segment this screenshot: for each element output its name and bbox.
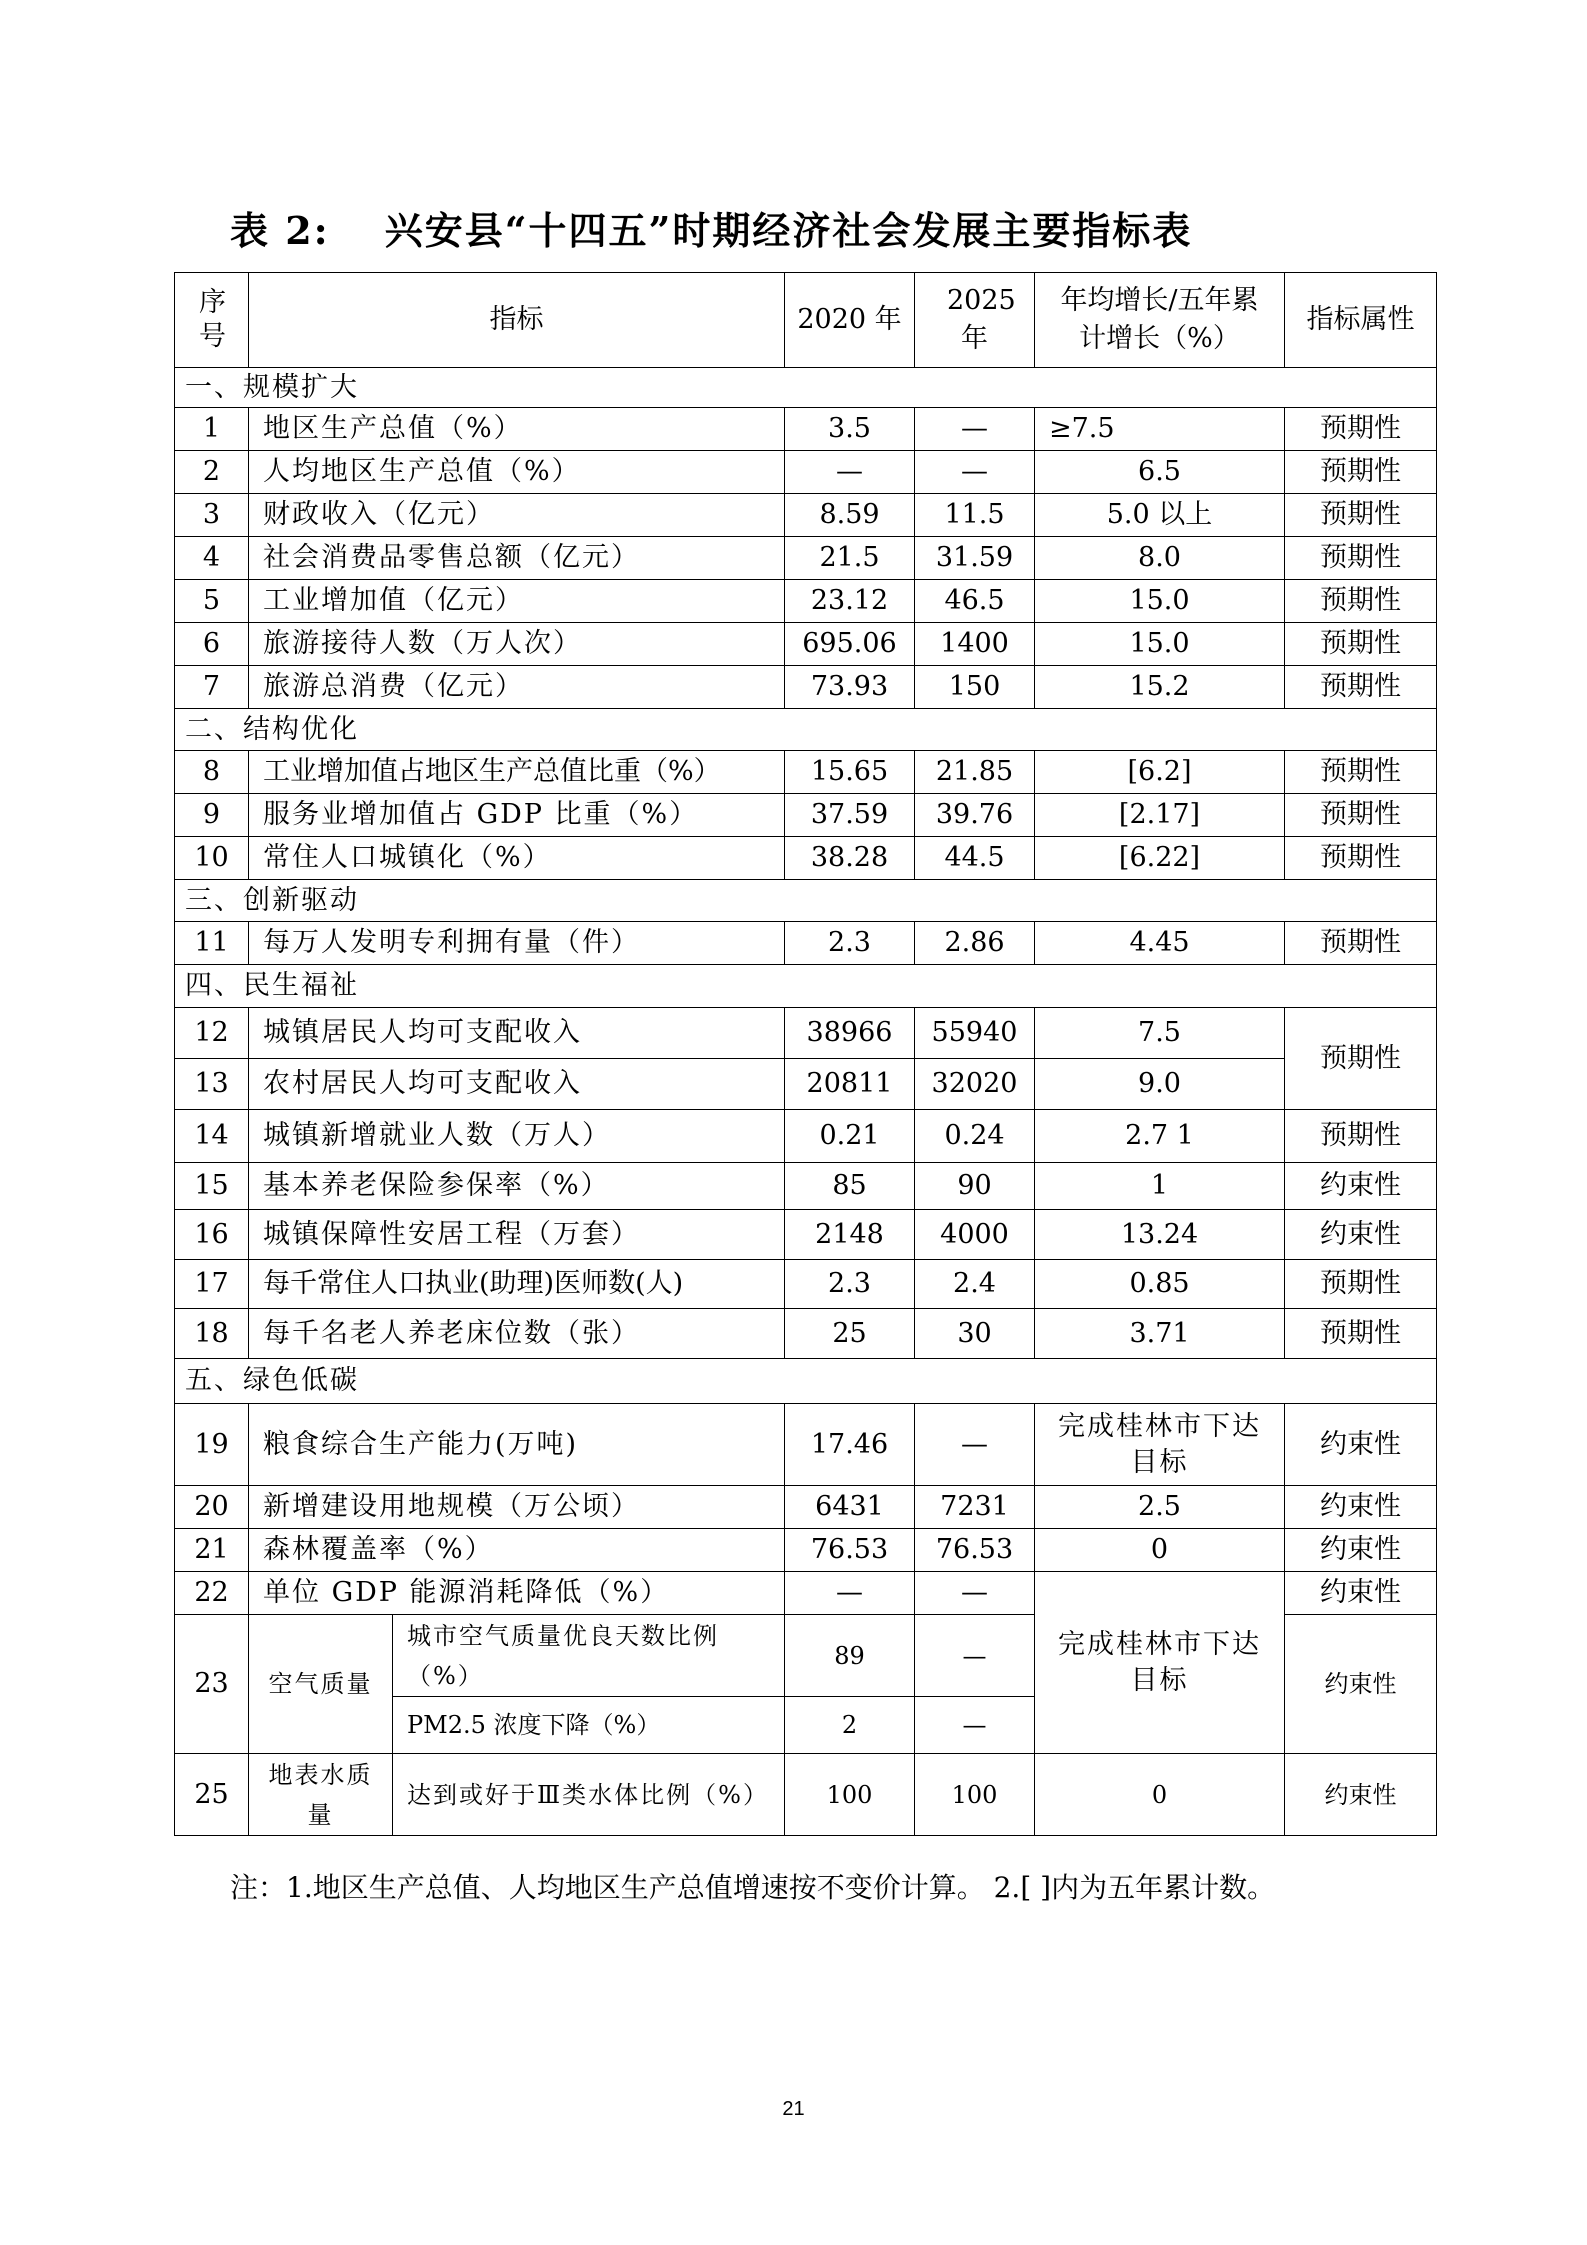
row-2020: 89 (785, 1615, 915, 1697)
row-growth: [2.17] (1035, 794, 1285, 837)
row-no: 2 (175, 451, 249, 494)
row-2020: — (785, 451, 915, 494)
row-2025: — (915, 1404, 1035, 1486)
row-no: 21 (175, 1529, 249, 1572)
row-attribute: 预期性 (1285, 1260, 1437, 1309)
row-indicator: 城镇保障性安居工程（万套） (249, 1210, 785, 1260)
row-2020: 695.06 (785, 623, 915, 666)
row-no: 10 (175, 837, 249, 880)
row-attribute: 预期性 (1285, 922, 1437, 965)
table-title-text: 兴安县“十四五”时期经济社会发展主要指标表 (384, 208, 1193, 253)
row-2025: 46.5 (915, 580, 1035, 623)
row-no: 12 (175, 1008, 249, 1059)
row-indicator: 森林覆盖率（%） (249, 1529, 785, 1572)
row-2020: 76.53 (785, 1529, 915, 1572)
row-no: 4 (175, 537, 249, 580)
table-row (175, 1110, 1437, 1163)
row-2020: 100 (785, 1754, 915, 1836)
row-attribute: 约束性 (1285, 1210, 1437, 1260)
row-no: 1 (175, 408, 249, 451)
row-growth: 0 (1035, 1529, 1285, 1572)
row-indicator: 新增建设用地规模（万公顷） (249, 1486, 785, 1529)
row-2020: 2148 (785, 1210, 915, 1260)
row-indicator: 工业增加值占地区生产总值比重（%） (249, 751, 785, 794)
row-no: 7 (175, 666, 249, 709)
row-attribute: 预期性 (1285, 623, 1437, 666)
row-growth: 7.5 (1035, 1008, 1285, 1059)
row-indicator: 常住人口城镇化（%） (249, 837, 785, 880)
section-label: 二、结构优化 (175, 709, 1437, 751)
row-growth: 0.85 (1035, 1260, 1285, 1309)
header-seq: 序号 (175, 273, 249, 368)
row-indicator: 基本养老保险参保率（%） (249, 1163, 785, 1210)
row-2025: 90 (915, 1163, 1035, 1210)
row-growth: 6.5 (1035, 451, 1285, 494)
row-no: 20 (175, 1486, 249, 1529)
row-growth: ≥7.5 (1035, 408, 1285, 451)
row-indicator: 城镇居民人均可支配收入 (249, 1008, 785, 1059)
indicators-table (174, 272, 1437, 1836)
row-growth: 完成桂林市下达目标 (1035, 1572, 1285, 1754)
row-no: 11 (175, 922, 249, 965)
row-2020: 2 (785, 1697, 915, 1754)
row-no: 8 (175, 751, 249, 794)
row-no: 25 (175, 1754, 249, 1836)
row-indicator: 服务业增加值占 GDP 比重（%） (249, 794, 785, 837)
row-2020: 6431 (785, 1486, 915, 1529)
row-2025: 2.4 (915, 1260, 1035, 1309)
row-2025: 2.86 (915, 922, 1035, 965)
row-2025: 21.85 (915, 751, 1035, 794)
row-indicator: 旅游总消费（亿元） (249, 666, 785, 709)
row-indicator: 粮食综合生产能力(万吨) (249, 1404, 785, 1486)
row-growth: 5.0 以上 (1035, 494, 1285, 537)
table-row (175, 408, 1437, 451)
table-row (175, 494, 1437, 537)
row-2025: 32020 (915, 1059, 1035, 1110)
row-no: 13 (175, 1059, 249, 1110)
table-row (175, 1486, 1437, 1529)
table-row (175, 1529, 1437, 1572)
row-attribute: 约束性 (1285, 1486, 1437, 1529)
row-indicator: 财政收入（亿元） (249, 494, 785, 537)
table-row (175, 1572, 1437, 1615)
section-row (175, 709, 1437, 751)
row-2025: 7231 (915, 1486, 1035, 1529)
table-row (175, 580, 1437, 623)
row-no: 16 (175, 1210, 249, 1260)
row-2025: — (915, 408, 1035, 451)
row-growth: 15.0 (1035, 580, 1285, 623)
row-attribute: 预期性 (1285, 580, 1437, 623)
row-2020: 8.59 (785, 494, 915, 537)
table-row (175, 1059, 1437, 1110)
header-indicator: 指标 (249, 273, 785, 368)
row-growth: 8.0 (1035, 537, 1285, 580)
row-2020: 38.28 (785, 837, 915, 880)
row-attribute: 预期性 (1285, 537, 1437, 580)
row-no: 17 (175, 1260, 249, 1309)
section-label: 三、创新驱动 (175, 880, 1437, 922)
row-2025: 31.59 (915, 537, 1035, 580)
page-number: 21 (782, 2098, 805, 2120)
row-growth: 9.0 (1035, 1059, 1285, 1110)
row-attribute: 约束性 (1285, 1529, 1437, 1572)
row-attribute: 预期性 (1285, 837, 1437, 880)
row-2025: 4000 (915, 1210, 1035, 1260)
row-group: 地表水质量 (249, 1754, 393, 1836)
table-row (175, 922, 1437, 965)
row-2025: — (915, 451, 1035, 494)
row-2025: 30 (915, 1309, 1035, 1359)
section-row (175, 1359, 1437, 1404)
row-indicator: 每千名老人养老床位数（张） (249, 1309, 785, 1359)
row-indicator: 城市空气质量优良天数比例（%） (393, 1615, 785, 1697)
table-row (175, 451, 1437, 494)
row-attribute: 预期性 (1285, 666, 1437, 709)
row-no: 6 (175, 623, 249, 666)
table-header (175, 273, 1437, 368)
header-growth: 年均增长/五年累计增长（%） (1035, 273, 1285, 368)
section-row (175, 965, 1437, 1008)
row-2025: 150 (915, 666, 1035, 709)
row-attribute: 预期性 (1285, 1110, 1437, 1163)
row-2020: 0.21 (785, 1110, 915, 1163)
row-2020: 25 (785, 1309, 915, 1359)
table-row (175, 1309, 1437, 1359)
row-growth: 2.7 1 (1035, 1110, 1285, 1163)
row-2020: 73.93 (785, 666, 915, 709)
row-indicator: 每千常住人口执业(助理)医师数(人) (249, 1260, 785, 1309)
table-title (230, 200, 1192, 255)
header-attribute: 指标属性 (1285, 273, 1437, 368)
table-row (175, 666, 1437, 709)
table-row (175, 1260, 1437, 1309)
row-no: 3 (175, 494, 249, 537)
row-2020: 21.5 (785, 537, 915, 580)
row-growth: 13.24 (1035, 1210, 1285, 1260)
row-2020: 38966 (785, 1008, 915, 1059)
header-2020: 2020 年 (785, 273, 915, 368)
row-indicator: 单位 GDP 能源消耗降低（%） (249, 1572, 785, 1615)
row-2025: — (915, 1697, 1035, 1754)
table-row (175, 837, 1437, 880)
section-row (175, 368, 1437, 408)
row-2020: 2.3 (785, 922, 915, 965)
row-2020: 20811 (785, 1059, 915, 1110)
row-growth: [6.22] (1035, 837, 1285, 880)
row-attribute: 预期性 (1285, 1008, 1437, 1110)
row-no: 18 (175, 1309, 249, 1359)
table-row (175, 1210, 1437, 1260)
row-attribute: 预期性 (1285, 1309, 1437, 1359)
row-2025: 39.76 (915, 794, 1035, 837)
row-growth: 完成桂林市下达目标 (1035, 1404, 1285, 1486)
row-2025: — (915, 1615, 1035, 1697)
row-2020: 23.12 (785, 580, 915, 623)
row-indicator: 农村居民人均可支配收入 (249, 1059, 785, 1110)
row-2025: 0.24 (915, 1110, 1035, 1163)
row-attribute: 约束性 (1285, 1404, 1437, 1486)
table-row (175, 1404, 1437, 1486)
row-indicator: 每万人发明专利拥有量（件） (249, 922, 785, 965)
row-attribute: 约束性 (1285, 1572, 1437, 1615)
row-2020: 37.59 (785, 794, 915, 837)
section-label: 五、绿色低碳 (175, 1359, 1437, 1404)
row-indicator: PM2.5 浓度下降（%） (393, 1697, 785, 1754)
row-attribute: 约束性 (1285, 1754, 1437, 1836)
row-2020: 17.46 (785, 1404, 915, 1486)
row-attribute: 约束性 (1285, 1163, 1437, 1210)
table-row (175, 1163, 1437, 1210)
row-2025: 11.5 (915, 494, 1035, 537)
row-2025: 76.53 (915, 1529, 1035, 1572)
row-no: 23 (175, 1615, 249, 1754)
row-growth: 4.45 (1035, 922, 1285, 965)
table-row (175, 1008, 1437, 1059)
row-2020: 3.5 (785, 408, 915, 451)
row-indicator: 地区生产总值（%） (249, 408, 785, 451)
row-indicator: 城镇新增就业人数（万人） (249, 1110, 785, 1163)
row-indicator: 人均地区生产总值（%） (249, 451, 785, 494)
row-2025: 100 (915, 1754, 1035, 1836)
row-2020: 15.65 (785, 751, 915, 794)
table-row (175, 794, 1437, 837)
row-attribute: 预期性 (1285, 751, 1437, 794)
row-no: 5 (175, 580, 249, 623)
section-label: 一、规模扩大 (175, 368, 1437, 408)
row-attribute: 约束性 (1285, 1615, 1437, 1754)
row-2020: 85 (785, 1163, 915, 1210)
row-growth: [6.2] (1035, 751, 1285, 794)
table-row (175, 751, 1437, 794)
row-growth: 15.0 (1035, 623, 1285, 666)
row-indicator: 工业增加值（亿元） (249, 580, 785, 623)
table-note: 注：1.地区生产总值、人均地区生产总值增速按不变价计算。 2.[ ]内为五年累计数。 (230, 1871, 1276, 1904)
row-no: 9 (175, 794, 249, 837)
header-2025: 2025 年 (915, 273, 1035, 368)
row-attribute: 预期性 (1285, 794, 1437, 837)
row-2025: — (915, 1572, 1035, 1615)
row-attribute: 预期性 (1285, 408, 1437, 451)
row-growth: 15.2 (1035, 666, 1285, 709)
row-group: 空气质量 (249, 1615, 393, 1754)
row-indicator: 社会消费品零售总额（亿元） (249, 537, 785, 580)
row-2025: 1400 (915, 623, 1035, 666)
row-indicator: 旅游接待人数（万人次） (249, 623, 785, 666)
table-row (175, 1754, 1437, 1836)
row-growth: 0 (1035, 1754, 1285, 1836)
row-attribute: 预期性 (1285, 494, 1437, 537)
row-no: 19 (175, 1404, 249, 1486)
row-growth: 2.5 (1035, 1486, 1285, 1529)
row-no: 14 (175, 1110, 249, 1163)
row-2025: 44.5 (915, 837, 1035, 880)
table-row (175, 623, 1437, 666)
table-number: 表 2: (230, 208, 330, 253)
row-growth: 1 (1035, 1163, 1285, 1210)
row-indicator: 达到或好于Ⅲ类水体比例（%） (393, 1754, 785, 1836)
row-2020: — (785, 1572, 915, 1615)
table-row (175, 537, 1437, 580)
row-no: 15 (175, 1163, 249, 1210)
section-row (175, 880, 1437, 922)
row-attribute: 预期性 (1285, 451, 1437, 494)
section-label: 四、民生福祉 (175, 965, 1437, 1008)
row-growth: 3.71 (1035, 1309, 1285, 1359)
row-2020: 2.3 (785, 1260, 915, 1309)
row-2025: 55940 (915, 1008, 1035, 1059)
row-no: 22 (175, 1572, 249, 1615)
